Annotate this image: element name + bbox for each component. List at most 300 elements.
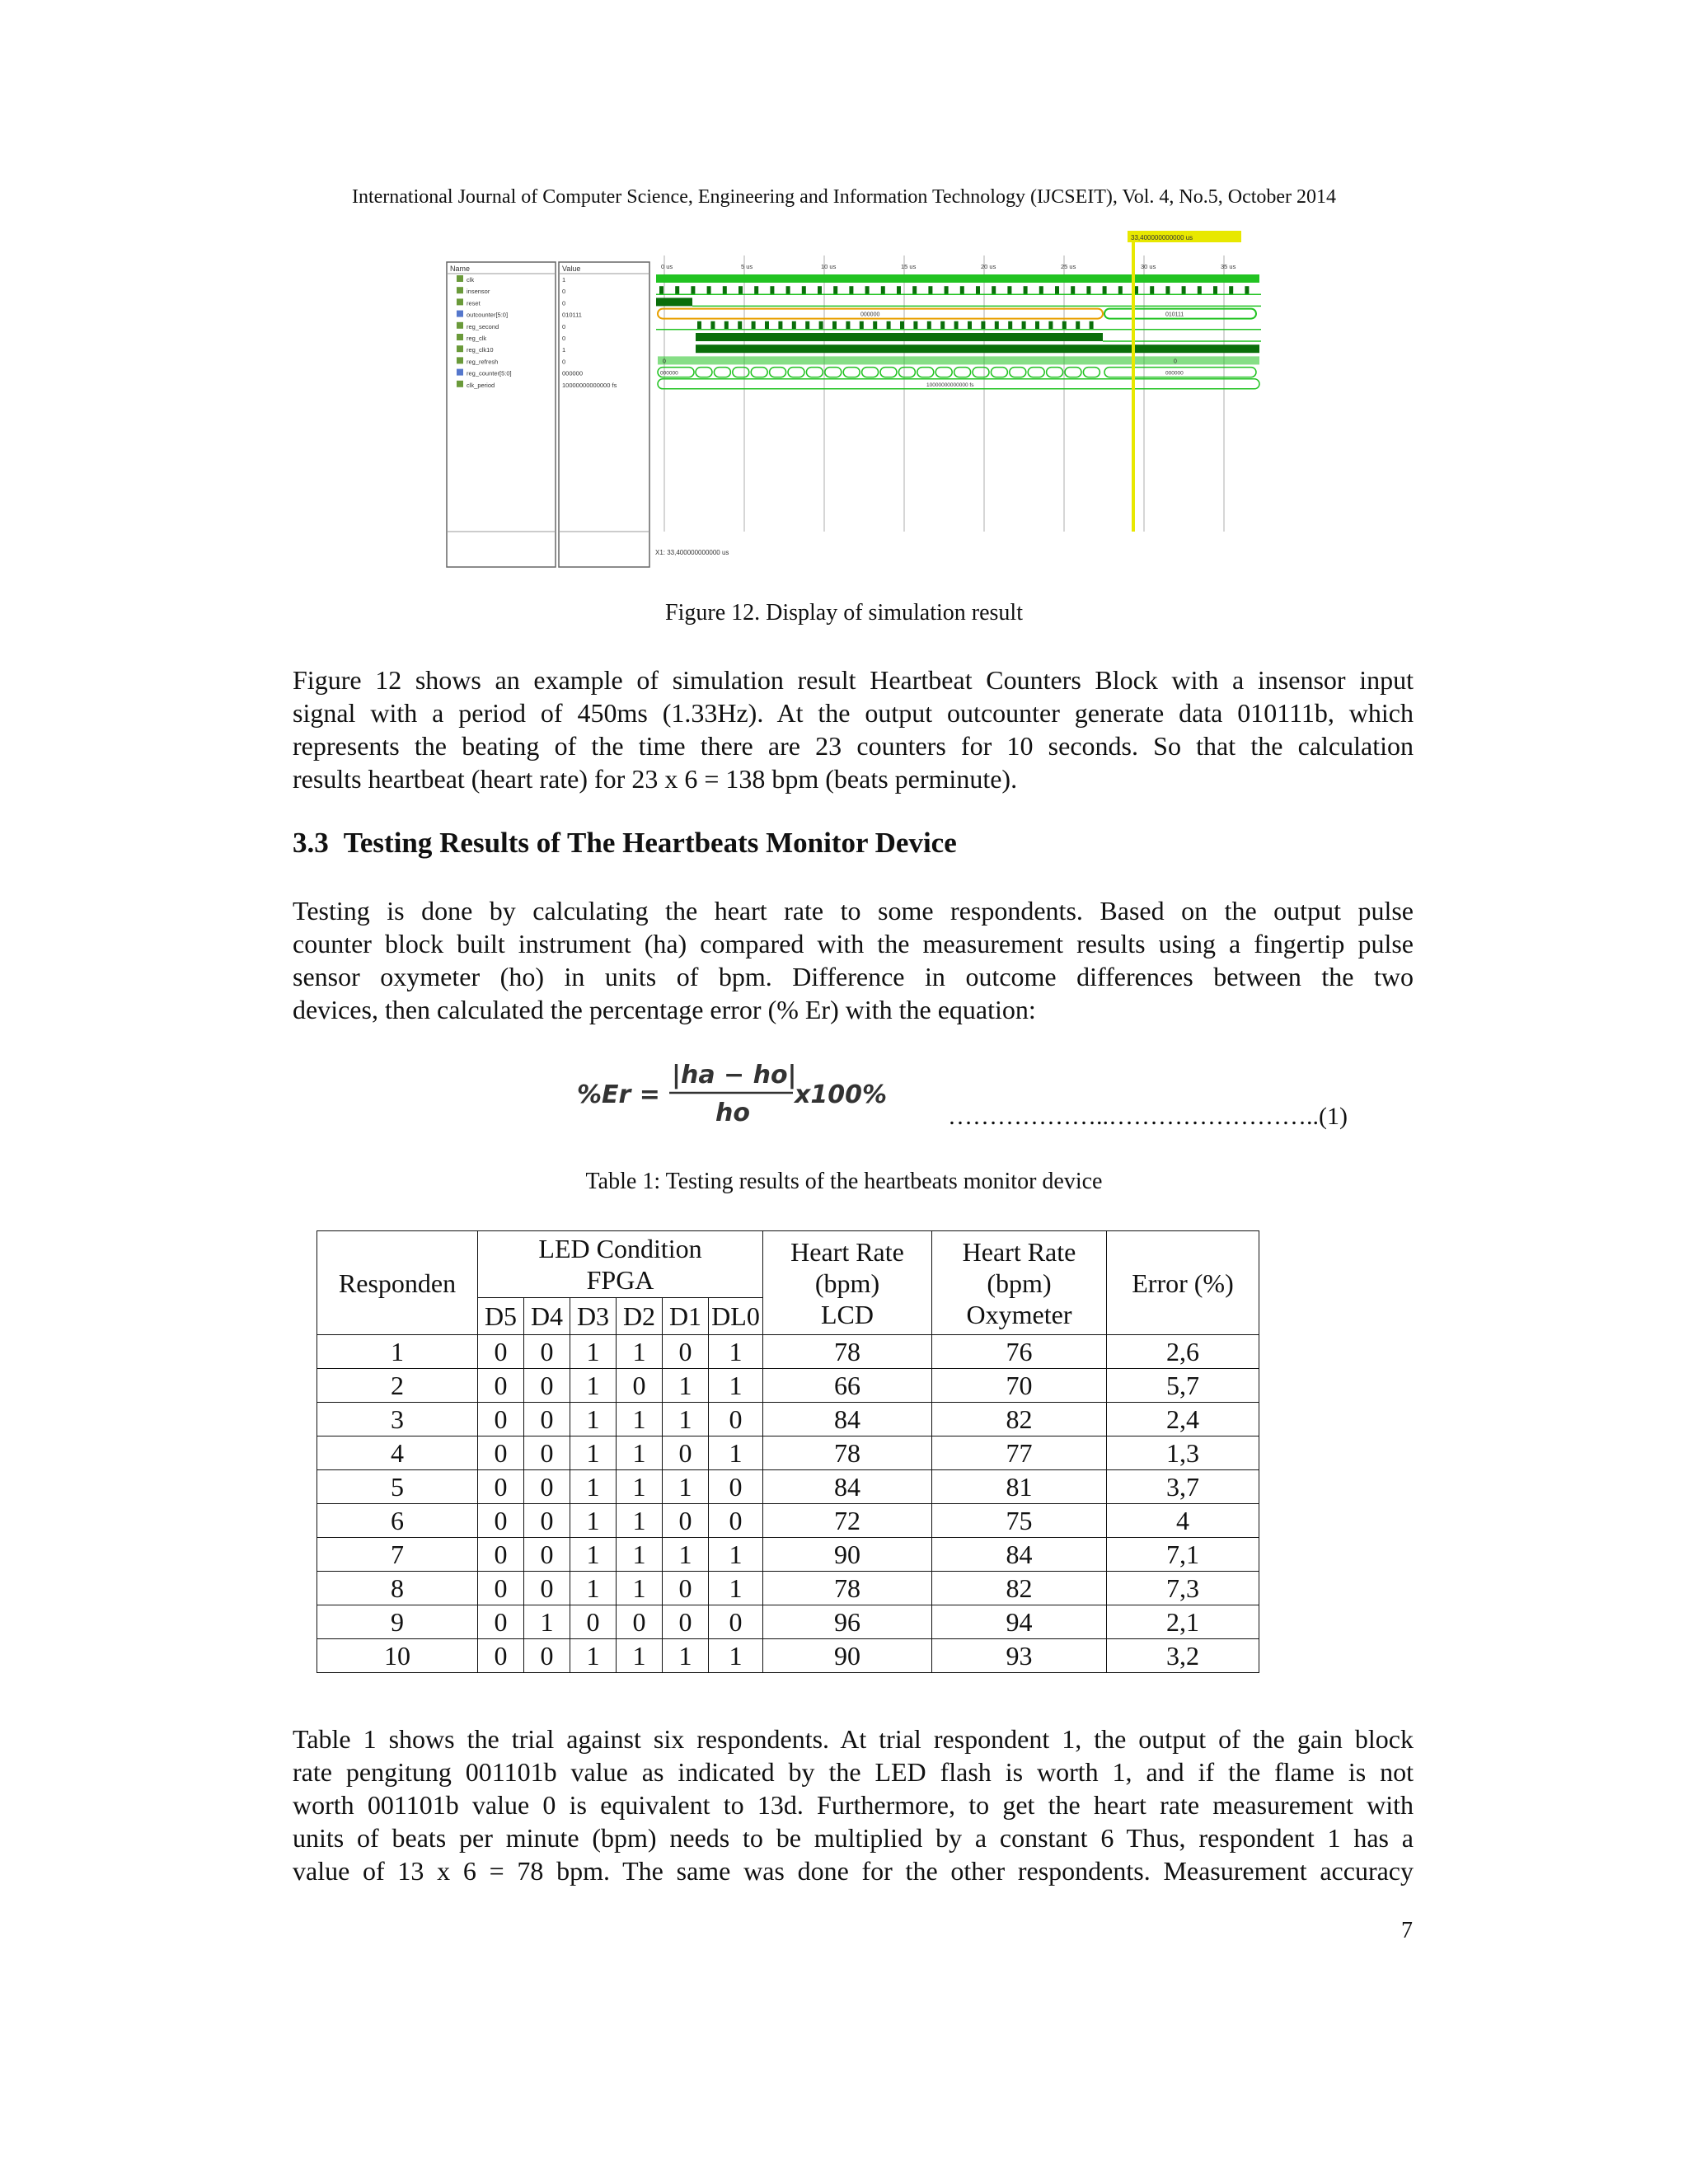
table-cell: 90: [763, 1538, 932, 1572]
table-cell: 84: [763, 1470, 932, 1504]
reg-second-pulse: [927, 321, 931, 330]
clk-wave: [656, 274, 1259, 283]
equation-number: ………………..……………………..(1): [948, 1103, 1348, 1130]
reg-second-pulse: [860, 321, 864, 330]
outcounter-before-value: 000000: [860, 312, 880, 318]
insensor-pulse: [691, 286, 695, 294]
paragraph-line: results heartbeat (heart rate) for 23 x 6 = 138 bpm (beats perminute).: [293, 764, 1018, 794]
signal-name: insensor: [467, 288, 490, 296]
table-cell: 1: [570, 1538, 617, 1572]
table-cell: 0: [478, 1538, 524, 1572]
insensor-pulse: [818, 286, 822, 294]
reg-second-pulse: [887, 321, 891, 330]
table-cell: 0: [524, 1436, 570, 1470]
table-cell: 0: [478, 1504, 524, 1538]
table-cell: 82: [932, 1572, 1107, 1605]
table-cell: 0: [478, 1403, 524, 1436]
table-cell: 76: [932, 1335, 1107, 1369]
paragraph-line: represents the beating of the time there are 23 counters for 10 seconds. So that the calculation: [293, 731, 1414, 761]
insensor-pulse: [802, 286, 806, 294]
table-cell: 1: [617, 1335, 663, 1369]
reg-second-pulse: [968, 321, 972, 330]
signal-value: 0: [562, 322, 566, 330]
counter-segment: [1010, 368, 1026, 377]
header-led-col: D4: [524, 1298, 570, 1335]
time-tick-label: 35 us: [1221, 263, 1236, 270]
paragraph-line: worth 001101b value 0 is equivalent to 13d. Furthermore, to get the heart rate measurement with: [293, 1790, 1414, 1820]
insensor-pulse: [723, 286, 727, 294]
reg-second-pulse: [805, 321, 809, 330]
signal-name: reg_clk: [467, 335, 487, 342]
signal-name: outcounter[5:0]: [467, 311, 509, 319]
counter-segment: [880, 368, 897, 377]
table-cell: 1: [709, 1538, 763, 1572]
reg-second-pulse: [981, 321, 985, 330]
insensor-pulse: [912, 286, 917, 294]
table-cell: 1: [617, 1639, 663, 1673]
signal-value: 0: [562, 299, 566, 307]
insensor-pulse: [1245, 286, 1249, 294]
time-tick-label: 30 us: [1141, 263, 1156, 270]
table-cell: 3,7: [1107, 1470, 1259, 1504]
counter-segment: [751, 368, 767, 377]
paragraph-line: devices, then calculated the percentage error (% Er) with the equation:: [293, 995, 1036, 1024]
counter-segment: [917, 368, 934, 377]
insensor-pulse: [1165, 286, 1170, 294]
signal-type-icon: [457, 322, 463, 329]
header-led-group: [478, 1231, 763, 1298]
table-cell: 3: [317, 1403, 478, 1436]
header-hr-lcd-line: Heart Rate: [790, 1236, 904, 1267]
header-hr-oxy-line: Heart Rate: [962, 1236, 1076, 1267]
table-cell: 0: [524, 1369, 570, 1403]
reg-second-pulse: [710, 321, 715, 330]
reg-second-pulse: [765, 321, 769, 330]
table-cell: 1: [663, 1639, 709, 1673]
paragraph-testing-method: [293, 894, 1414, 1026]
insensor-pulse: [992, 286, 996, 294]
table-cell: 0: [709, 1403, 763, 1436]
header-respondent: Responden: [317, 1231, 478, 1335]
table-row: [317, 1538, 1259, 1572]
insensor-pulse: [659, 286, 663, 294]
table-cell: 93: [932, 1639, 1107, 1673]
table-cell: 0: [524, 1470, 570, 1504]
table-cell: 1: [709, 1335, 763, 1369]
outcounter-after-value: 010111: [1165, 312, 1184, 318]
time-tick-label: 25 us: [1061, 263, 1076, 270]
refresh-marker: 0: [663, 359, 666, 365]
counter-segment: [733, 368, 749, 377]
reg-second-pulse: [792, 321, 796, 330]
paragraph-line: units of beats per minute (bpm) needs to be multiplied by a constant 6 Thus, respondent 1 has a: [293, 1823, 1414, 1853]
insensor-pulse: [738, 286, 743, 294]
table-cell: 78: [763, 1335, 932, 1369]
insensor-pulse: [881, 286, 885, 294]
header-hr-oxymeter: [932, 1231, 1107, 1335]
header-hr-lcd-line: LCD: [821, 1299, 874, 1329]
paragraph-line: Figure 12 shows an example of simulation result Heartbeat Counters Block with a insensor input: [293, 665, 1414, 695]
signal-value: 10000000000000 fs: [562, 381, 617, 389]
table-cell: 0: [570, 1605, 617, 1639]
counter-segment: [696, 368, 712, 377]
insensor-pulse: [1229, 286, 1233, 294]
reg-second-pulse: [873, 321, 877, 330]
table-cell: 1: [570, 1369, 617, 1403]
figure-caption: Figure 12. Display of simulation result: [665, 600, 1023, 626]
equation-numerator: |ha − ho|: [672, 1061, 797, 1090]
table-caption: Table 1: Testing results of the heartbeats monitor device: [585, 1169, 1103, 1194]
error-equation: [577, 1055, 923, 1129]
equation-rhs: x100%: [795, 1080, 888, 1109]
table-cell: 0: [663, 1335, 709, 1369]
table-cell: 0: [524, 1403, 570, 1436]
table-cell: 0: [709, 1605, 763, 1639]
table-cell: 94: [932, 1605, 1107, 1639]
table-cell: 1: [663, 1538, 709, 1572]
table-cell: 1: [617, 1470, 663, 1504]
table-cell: 70: [932, 1369, 1107, 1403]
insensor-pulse: [1024, 286, 1028, 294]
reg-second-pulse: [900, 321, 904, 330]
table-cell: 1: [617, 1403, 663, 1436]
paragraph-table-discussion: [293, 1722, 1414, 1887]
insensor-pulse: [849, 286, 853, 294]
table-cell: 0: [663, 1572, 709, 1605]
table-cell: 1: [570, 1436, 617, 1470]
insensor-pulse: [1198, 286, 1202, 294]
signal-type-icon: [457, 311, 463, 317]
signal-name: clk: [467, 276, 475, 284]
table-cell: 90: [763, 1639, 932, 1673]
counter-segment: [806, 368, 823, 377]
table-cell: 1: [570, 1403, 617, 1436]
table-row: [317, 1335, 1259, 1369]
table-cell: 0: [478, 1639, 524, 1673]
paragraph-line: Testing is done by calculating the heart rate to some respondents. Based on the output pulse: [293, 896, 1414, 926]
counter-segment: [1083, 368, 1100, 377]
table-cell: 7,1: [1107, 1538, 1259, 1572]
table-cell: 0: [524, 1572, 570, 1605]
counter-segment: [991, 368, 1007, 377]
table-cell: 0: [524, 1504, 570, 1538]
table-cell: 77: [932, 1436, 1107, 1470]
header-led-line: FPGA: [586, 1265, 654, 1295]
table-cell: 78: [763, 1572, 932, 1605]
table-cell: 0: [709, 1470, 763, 1504]
table-row: [317, 1572, 1259, 1605]
table-cell: 6: [317, 1504, 478, 1538]
table-cell: 96: [763, 1605, 932, 1639]
table-cell: 2,6: [1107, 1335, 1259, 1369]
reg-second-pulse: [778, 321, 782, 330]
reg-second-pulse: [1008, 321, 1012, 330]
reg-second-pulse: [913, 321, 917, 330]
insensor-pulse: [675, 286, 679, 294]
reg-second-pulse: [1035, 321, 1039, 330]
reg-second-pulse: [832, 321, 837, 330]
insensor-pulse: [1103, 286, 1107, 294]
reg-second-pulse: [819, 321, 823, 330]
reg-second-pulse: [1090, 321, 1094, 330]
value-column-header: Value: [562, 265, 581, 273]
counter-segment: [1028, 368, 1044, 377]
reset-wave: [656, 298, 692, 306]
counter-segment: [788, 368, 804, 377]
table-row: [317, 1369, 1259, 1403]
table-row: [317, 1470, 1259, 1504]
insensor-pulse: [1213, 286, 1217, 294]
table-cell: 4: [317, 1436, 478, 1470]
table-cell: 1: [570, 1335, 617, 1369]
table-cell: 1: [570, 1639, 617, 1673]
header-led-col: D3: [570, 1298, 617, 1335]
table-cell: 1: [663, 1403, 709, 1436]
insensor-pulse: [928, 286, 932, 294]
reg-second-pulse: [995, 321, 999, 330]
table-cell: 7: [317, 1538, 478, 1572]
table-cell: 0: [478, 1335, 524, 1369]
time-tick-label: 10 us: [821, 263, 837, 270]
signal-name: reg_clk10: [467, 346, 494, 354]
reg-clk-wave: [696, 333, 1103, 341]
insensor-pulse: [1071, 286, 1075, 294]
table-cell: 1: [317, 1335, 478, 1369]
insensor-pulse: [1086, 286, 1090, 294]
table-cell: 0: [478, 1470, 524, 1504]
insensor-pulse: [1150, 286, 1154, 294]
table-cell: 84: [932, 1538, 1107, 1572]
insensor-pulse: [754, 286, 758, 294]
table-cell: 1: [617, 1538, 663, 1572]
insensor-pulse: [1055, 286, 1059, 294]
counter-segment: [770, 368, 786, 377]
equation-denominator: ho: [715, 1099, 750, 1127]
section-heading: [293, 827, 957, 860]
counter-segment: [825, 368, 842, 377]
time-tick-label: 5 us: [741, 263, 753, 270]
reg-second-pulse: [724, 321, 729, 330]
table-cell: 84: [763, 1403, 932, 1436]
value-panel: [559, 262, 649, 567]
reg-second-pulse: [1022, 321, 1026, 330]
table-cell: 1: [570, 1504, 617, 1538]
counter-start-value: 000000: [660, 370, 678, 377]
simulation-waveform-figure: [445, 231, 1261, 569]
counter-segment: [973, 368, 989, 377]
table-cell: 1: [617, 1572, 663, 1605]
table-cell: 0: [524, 1538, 570, 1572]
counter-segment: [898, 368, 915, 377]
table-cell: 1: [570, 1572, 617, 1605]
header-led-col: D5: [478, 1298, 524, 1335]
counter-segment: [1047, 368, 1063, 377]
name-column-header: Name: [450, 265, 471, 273]
table-cell: 1: [709, 1639, 763, 1673]
signal-value: 0: [562, 358, 566, 366]
refresh-marker-end: 0: [1174, 359, 1177, 365]
paragraph-line: value of 13 x 6 = 78 bpm. The same was done for the other respondents. Measurement accuracy: [293, 1856, 1414, 1886]
table-row: [317, 1639, 1259, 1673]
header-hr-lcd-line: (bpm): [814, 1268, 880, 1298]
signal-name: clk_period: [467, 381, 495, 389]
table-cell: 1: [663, 1470, 709, 1504]
header-hr-oxy-line: (bpm): [987, 1268, 1052, 1298]
equation-lhs: %Er =: [577, 1080, 660, 1109]
header-led-line: LED Condition: [538, 1234, 702, 1263]
table-cell: 81: [932, 1470, 1107, 1504]
signal-type-icon: [457, 357, 463, 363]
table-cell: 1: [709, 1369, 763, 1403]
table-cell: 0: [478, 1572, 524, 1605]
reg-refresh-wave: [658, 356, 1259, 364]
journal-header: International Journal of Computer Science, Engineering and Information Technology (IJCSEIT), Vol. 4, No.5, October 2014: [351, 186, 1337, 208]
table-row: [317, 1605, 1259, 1639]
signal-type-icon: [457, 369, 463, 376]
reg-second-pulse: [1048, 321, 1053, 330]
header-led-col: D1: [663, 1298, 709, 1335]
insensor-pulse: [770, 286, 774, 294]
table-cell: 72: [763, 1504, 932, 1538]
signal-value: 0: [562, 288, 566, 296]
signal-name: reg_counter[5:0]: [467, 369, 512, 377]
table-cell: 4: [1107, 1504, 1259, 1538]
counter-segment: [954, 368, 971, 377]
signal-type-icon: [457, 345, 463, 352]
counter-segment: [1065, 368, 1081, 377]
signal-value: 1: [562, 346, 566, 354]
table-row: [317, 1436, 1259, 1470]
table-cell: 1: [709, 1436, 763, 1470]
table-cell: 1: [709, 1572, 763, 1605]
reg-second-pulse: [846, 321, 850, 330]
table-cell: 78: [763, 1436, 932, 1470]
header-led-col: DL0: [709, 1298, 763, 1335]
table-cell: 2,4: [1107, 1403, 1259, 1436]
insensor-pulse: [1039, 286, 1043, 294]
paragraph-line: sensor oxymeter (ho) in units of bpm. Difference in outcome differences between the two: [293, 962, 1414, 991]
insensor-pulse: [960, 286, 964, 294]
header-led-col: D2: [617, 1298, 663, 1335]
table-cell: 1: [570, 1470, 617, 1504]
insensor-pulse: [786, 286, 790, 294]
reg-second-pulse: [1062, 321, 1067, 330]
signal-value: 0: [562, 335, 566, 342]
section-number: 3.3: [293, 827, 329, 859]
reg-second-pulse: [738, 321, 742, 330]
table-cell: 10: [317, 1639, 478, 1673]
reg-second-pulse: [1076, 321, 1080, 330]
cursor-label: 33,400000000000 us: [1131, 234, 1193, 241]
time-tick-label: 0 us: [661, 263, 673, 270]
cursor-readout: X1: 33,400000000000 us: [655, 549, 729, 556]
signal-name: reg_refresh: [467, 358, 499, 366]
time-tick-label: 20 us: [981, 263, 996, 270]
header-hr-oxy-line: Oxymeter: [966, 1299, 1072, 1329]
table-cell: 8: [317, 1572, 478, 1605]
paragraph-line: rate pengitung 001101b value as indicated by the LED flash is worth 1, and if the flame is not: [293, 1757, 1414, 1787]
reg-second-pulse: [940, 321, 945, 330]
reg-second-pulse: [752, 321, 756, 330]
counter-segment: [843, 368, 860, 377]
table-cell: 0: [478, 1605, 524, 1639]
time-tick-label: 15 us: [901, 263, 917, 270]
reg-second-pulse: [697, 321, 701, 330]
signal-name: reg_second: [467, 322, 499, 330]
signal-value: 010111: [562, 311, 582, 319]
insensor-pulse: [865, 286, 870, 294]
paragraph-line: Table 1 shows the trial against six respondents. At trial respondent 1, the output of the gain block: [293, 1724, 1414, 1754]
reg-clk10-wave: [696, 344, 1259, 353]
insensor-pulse: [833, 286, 837, 294]
table-cell: 1: [663, 1369, 709, 1403]
counter-segment: [862, 368, 879, 377]
table-header-row: [317, 1231, 1259, 1298]
section-title: Testing Results of The Heartbeats Monitor Device: [343, 827, 957, 859]
table-cell: 0: [524, 1335, 570, 1369]
table-row: [317, 1403, 1259, 1436]
counter-segment: [935, 368, 952, 377]
page-number: 7: [1401, 1918, 1413, 1943]
insensor-pulse: [1182, 286, 1186, 294]
table-cell: 0: [663, 1605, 709, 1639]
table-cell: 0: [617, 1369, 663, 1403]
table-row: [317, 1504, 1259, 1538]
table-cell: 0: [617, 1605, 663, 1639]
insensor-pulse: [707, 286, 711, 294]
signal-type-icon: [457, 334, 463, 340]
table-cell: 5: [317, 1470, 478, 1504]
counter-end-value: 000000: [1165, 370, 1184, 377]
table-cell: 7,3: [1107, 1572, 1259, 1605]
table-cell: 75: [932, 1504, 1107, 1538]
table-cell: 82: [932, 1403, 1107, 1436]
table-cell: 1: [617, 1504, 663, 1538]
table-cell: 2: [317, 1369, 478, 1403]
table-cell: 1: [524, 1605, 570, 1639]
signal-type-icon: [457, 287, 463, 293]
table-cell: 9: [317, 1605, 478, 1639]
header-hr-lcd: [763, 1231, 932, 1335]
table-cell: 5,7: [1107, 1369, 1259, 1403]
paragraph-figure-description: [293, 663, 1414, 795]
signal-type-icon: [457, 298, 463, 305]
counter-segment: [714, 368, 730, 377]
insensor-pulse: [1007, 286, 1011, 294]
table-cell: 3,2: [1107, 1639, 1259, 1673]
paragraph-line: counter block built instrument (ha) compared with the measurement results using a fingertip pulse: [293, 929, 1414, 958]
insensor-pulse: [945, 286, 949, 294]
signal-type-icon: [457, 275, 463, 282]
table-cell: 2,1: [1107, 1605, 1259, 1639]
signal-value: 1: [562, 276, 566, 284]
insensor-pulse: [1118, 286, 1123, 294]
table-cell: 0: [663, 1504, 709, 1538]
insensor-pulse: [897, 286, 901, 294]
table-cell: 1,3: [1107, 1436, 1259, 1470]
reg-second-pulse: [954, 321, 959, 330]
header-error: Error (%): [1107, 1231, 1259, 1335]
table-cell: 0: [478, 1436, 524, 1470]
signal-name: reset: [467, 299, 481, 307]
table-cell: 1: [617, 1436, 663, 1470]
paragraph-line: signal with a period of 450ms (1.33Hz). At the output outcounter generate data 010111b, which: [293, 698, 1414, 728]
table-cell: 0: [478, 1369, 524, 1403]
signal-type-icon: [457, 381, 463, 387]
clk-period-value: 10000000000000 fs: [926, 382, 974, 388]
name-panel: [447, 262, 556, 567]
table-cell: 0: [663, 1436, 709, 1470]
